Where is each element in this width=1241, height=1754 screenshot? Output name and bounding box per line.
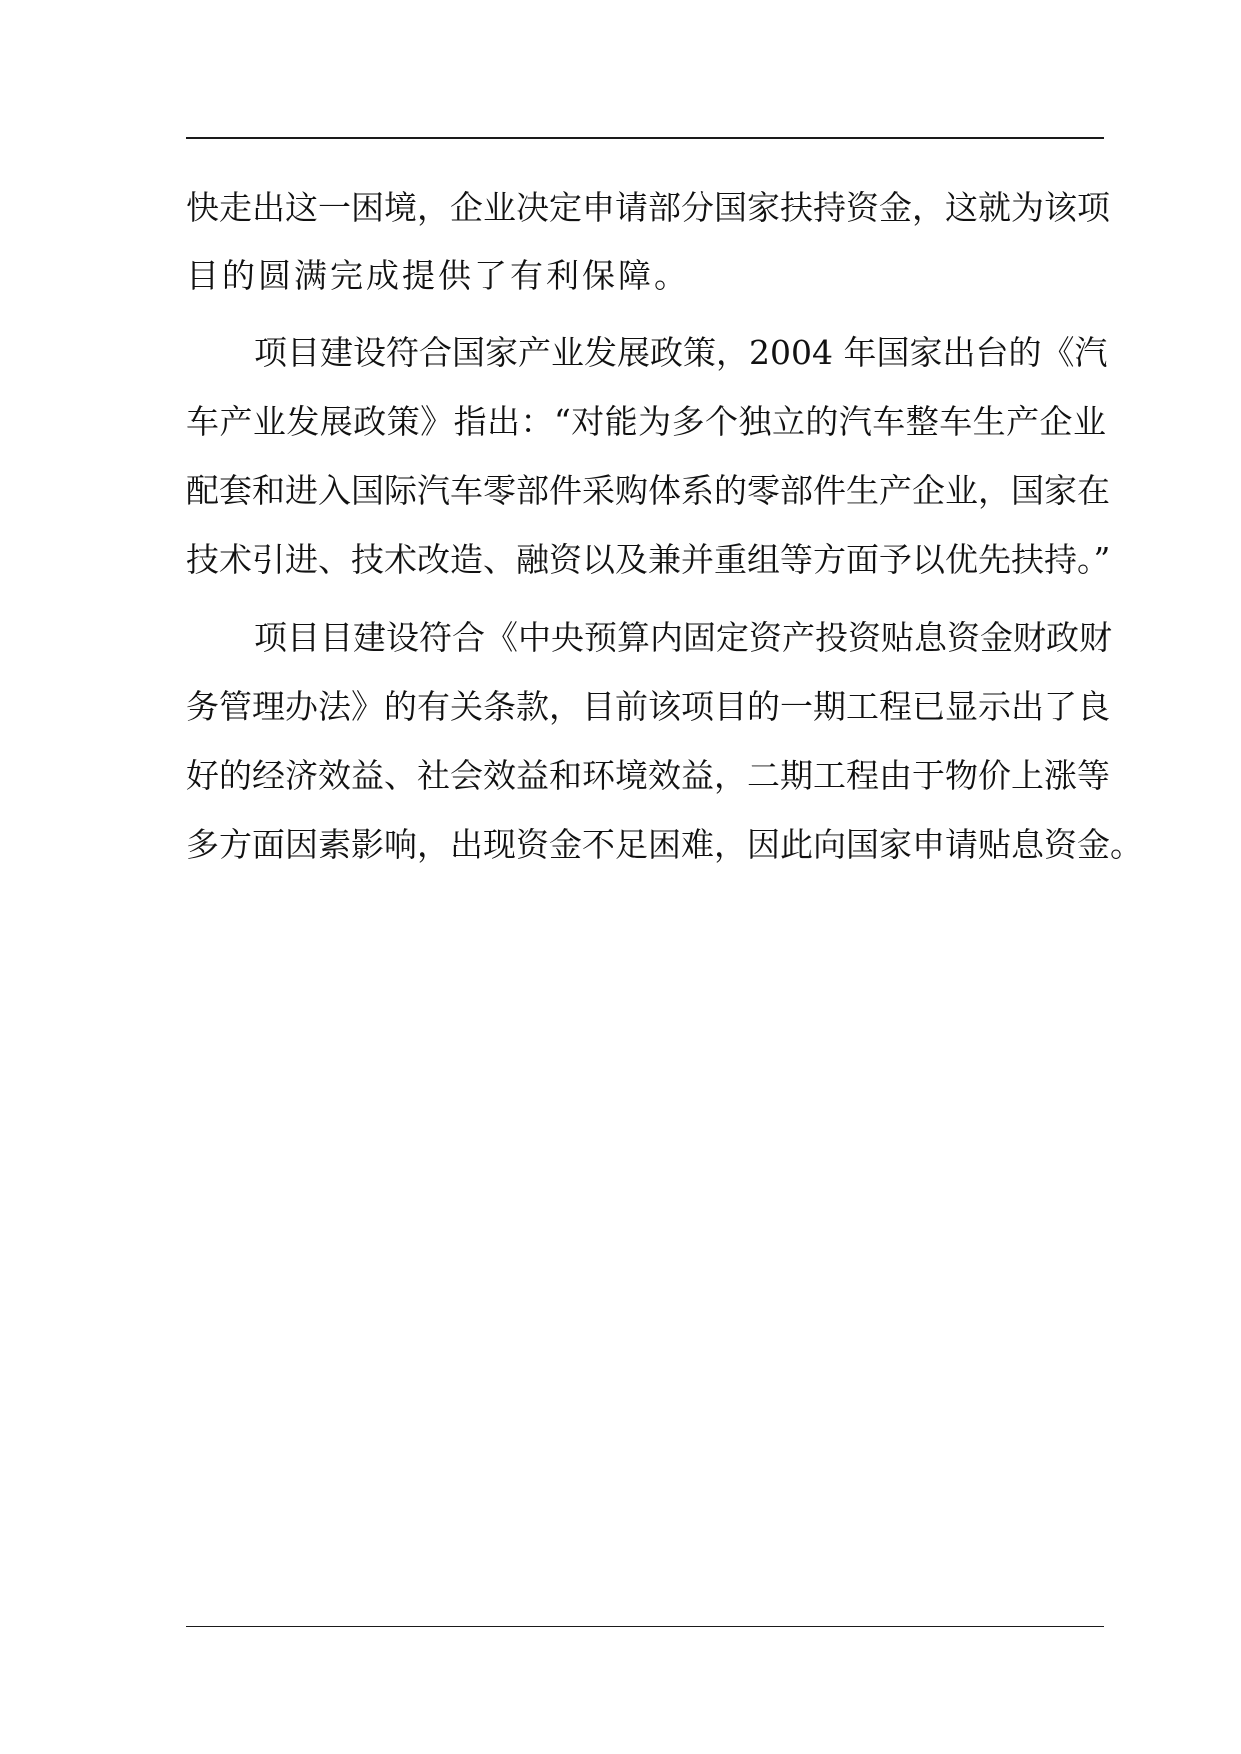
text-line: 好的经济效益、社会效益和环境效益，二期工程由于物价上涨等 (186, 756, 1110, 795)
footer-rule (186, 1626, 1104, 1627)
text-line: 多方面因素影响，出现资金不足困难，因此向国家申请贴息资金。 (186, 825, 1143, 864)
text-line: 项目建设符合国家产业发展政策，2004 年国家出台的《汽 (254, 333, 1108, 372)
text-line: 项目目建设符合《中央预算内固定资产投资贴息资金财政财 (254, 618, 1112, 657)
text-line: 配套和进入国际汽车零部件采购体系的零部件生产企业，国家在 (186, 471, 1110, 510)
text-line: 目的圆满完成提供了有利保障。 (186, 256, 690, 295)
header-rule (186, 137, 1104, 139)
text-line: 务管理办法》的有关条款，目前该项目的一期工程已显示出了良 (186, 687, 1110, 726)
text-line: 技术引进、技术改造、融资以及兼并重组等方面予以优先扶持。” (186, 540, 1111, 579)
text-line: 快走出这一困境，企业决定申请部分国家扶持资金，这就为该项 (186, 188, 1110, 227)
text-line: 车产业发展政策》指出：“对能为多个独立的汽车整车生产企业 (186, 402, 1106, 441)
